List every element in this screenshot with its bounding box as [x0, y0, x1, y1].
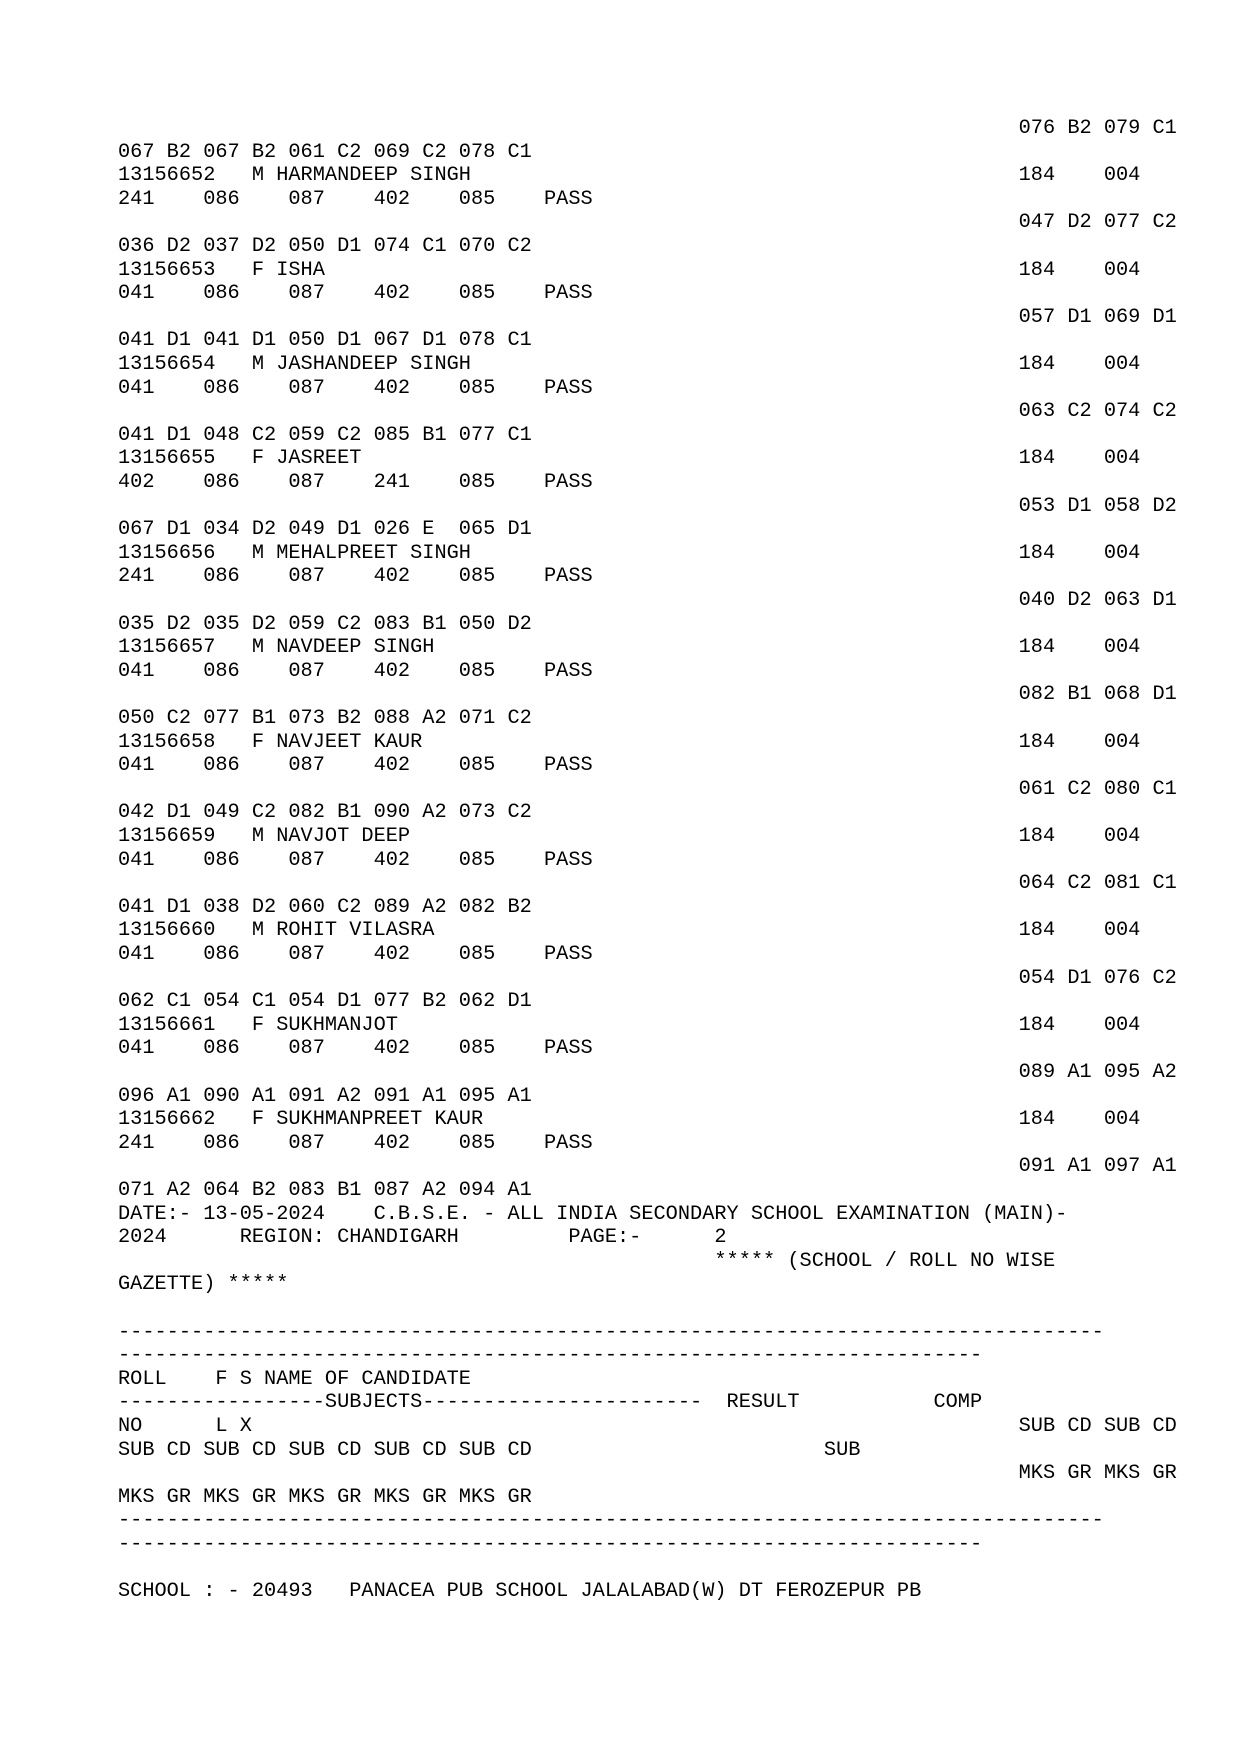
subjects-result-line: 041 086 087 402 085 PASS	[118, 848, 593, 872]
subject-marks-line: 067 D1 034 D2 049 D1 026 E 065 D1	[118, 518, 532, 542]
comp-marks-line: 061 C2 080 C1	[118, 777, 1177, 801]
subjects-result-line: 241 086 087 402 085 PASS	[118, 565, 593, 589]
subject-marks-line: 062 C1 054 C1 054 D1 077 B2 062 D1	[118, 990, 532, 1014]
candidate-line: 13156653 F ISHA 184 004	[118, 258, 1141, 282]
candidate-line: 13156661 F SUKHMANJOT 184 004	[118, 1013, 1141, 1037]
header-line: MKS GR MKS GR MKS GR MKS GR MKS GR	[118, 1485, 532, 1509]
subject-marks-line: 041 D1 041 D1 050 D1 067 D1 078 C1	[118, 329, 532, 353]
school-line: SCHOOL : - 20493 PANACEA PUB SCHOOL JALALABAD(W) DT FEROZEPUR PB	[118, 1580, 922, 1604]
candidate-line: 13156652 M HARMANDEEP SINGH 184 004	[118, 164, 1141, 188]
divider-line: -----------------------------------------------------------------------	[118, 1344, 983, 1368]
comp-marks-line: 089 A1 095 A2	[118, 1061, 1177, 1084]
header-line: 2024 REGION: CHANDIGARH PAGE:- 2	[118, 1226, 727, 1250]
candidate-line: 13156659 M NAVJOT DEEP 184 004	[118, 825, 1141, 848]
candidate-line: 13156662 F SUKHMANPREET KAUR 184 004	[118, 1108, 1141, 1132]
subject-marks-line: 036 D2 037 D2 050 D1 074 C1 070 C2	[118, 235, 532, 258]
comp-marks-line: 054 D1 076 C2	[118, 966, 1177, 990]
header-line: MKS GR MKS GR	[118, 1462, 1177, 1486]
comp-marks-line: 057 D1 069 D1	[118, 305, 1177, 329]
comp-marks-line: 064 C2 081 C1	[118, 872, 1177, 896]
header-line: SUB CD SUB CD SUB CD SUB CD SUB CD SUB	[118, 1438, 861, 1462]
candidate-line: 13156660 M ROHIT VILASRA 184 004	[118, 919, 1141, 943]
comp-marks-line: 063 C2 074 C2	[118, 400, 1177, 424]
header-line: ***** (SCHOOL / ROLL NO WISE	[118, 1249, 1056, 1273]
candidate-line: 13156657 M NAVDEEP SINGH 184 004	[118, 636, 1141, 660]
comp-marks-line: 047 D2 077 C2	[118, 211, 1177, 235]
subjects-result-line: 402 086 087 241 085 PASS	[118, 471, 593, 494]
header-line: ROLL F S NAME OF CANDIDATE	[118, 1367, 471, 1391]
subjects-result-line: 241 086 087 402 085 PASS	[118, 1131, 593, 1155]
comp-marks-line: 040 D2 063 D1	[118, 589, 1177, 612]
subjects-result-line: 041 086 087 402 085 PASS	[118, 282, 593, 306]
subject-marks-line: 041 D1 048 C2 059 C2 085 B1 077 C1	[118, 423, 532, 447]
divider-line: ---------------------------------------------------------------------------------	[118, 1509, 1104, 1533]
comp-marks-line: 053 D1 058 D2	[118, 494, 1177, 518]
subjects-result-line: 041 086 087 402 085 PASS	[118, 659, 593, 683]
subject-marks-line: 035 D2 035 D2 059 C2 083 B1 050 D2	[118, 612, 532, 636]
subject-marks-line: 041 D1 038 D2 060 C2 089 A2 082 B2	[118, 895, 532, 919]
header-line: NO L X SUB CD SUB CD	[118, 1415, 1177, 1438]
subject-marks-line: 067 B2 067 B2 061 C2 069 C2 078 C1	[118, 140, 532, 164]
subject-marks-line: 071 A2 064 B2 083 B1 087 A2 094 A1	[118, 1179, 532, 1202]
comp-marks-line: 091 A1 097 A1	[118, 1155, 1177, 1179]
subject-marks-line: 050 C2 077 B1 073 B2 088 A2 071 C2	[118, 707, 532, 730]
divider-line: -----------------------------------------------------------------------	[118, 1533, 983, 1556]
header-line: DATE:- 13-05-2024 C.B.S.E. - ALL INDIA SECONDARY SCHOOL EXAMINATION (MAIN)-	[118, 1202, 1068, 1226]
subjects-result-line: 041 086 087 402 085 PASS	[118, 376, 593, 400]
subject-marks-line: 042 D1 049 C2 082 B1 090 A2 073 C2	[118, 801, 532, 825]
subjects-result-line: 041 086 087 402 085 PASS	[118, 1037, 593, 1061]
subjects-result-line: 241 086 087 402 085 PASS	[118, 187, 593, 211]
subjects-result-line: 041 086 087 402 085 PASS	[118, 943, 593, 966]
candidate-line: 13156656 M MEHALPREET SINGH 184 004	[118, 541, 1141, 565]
header-line: GAZETTE) *****	[118, 1273, 289, 1297]
candidate-line: 13156658 F NAVJEET KAUR 184 004	[118, 730, 1141, 754]
comp-marks-line: 082 B1 068 D1	[118, 683, 1177, 707]
candidate-line: 13156654 M JASHANDEEP SINGH 184 004	[118, 353, 1141, 376]
subject-marks-line: 096 A1 090 A1 091 A2 091 A1 095 A1	[118, 1084, 532, 1108]
comp-marks-line: 076 B2 079 C1	[118, 117, 1177, 140]
divider-line: ---------------------------------------------------------------------------------	[118, 1320, 1104, 1344]
header-line: -----------------SUBJECTS----------------------- RESULT COMP	[118, 1391, 983, 1415]
candidate-line: 13156655 F JASREET 184 004	[118, 447, 1141, 471]
subjects-result-line: 041 086 087 402 085 PASS	[118, 754, 593, 778]
